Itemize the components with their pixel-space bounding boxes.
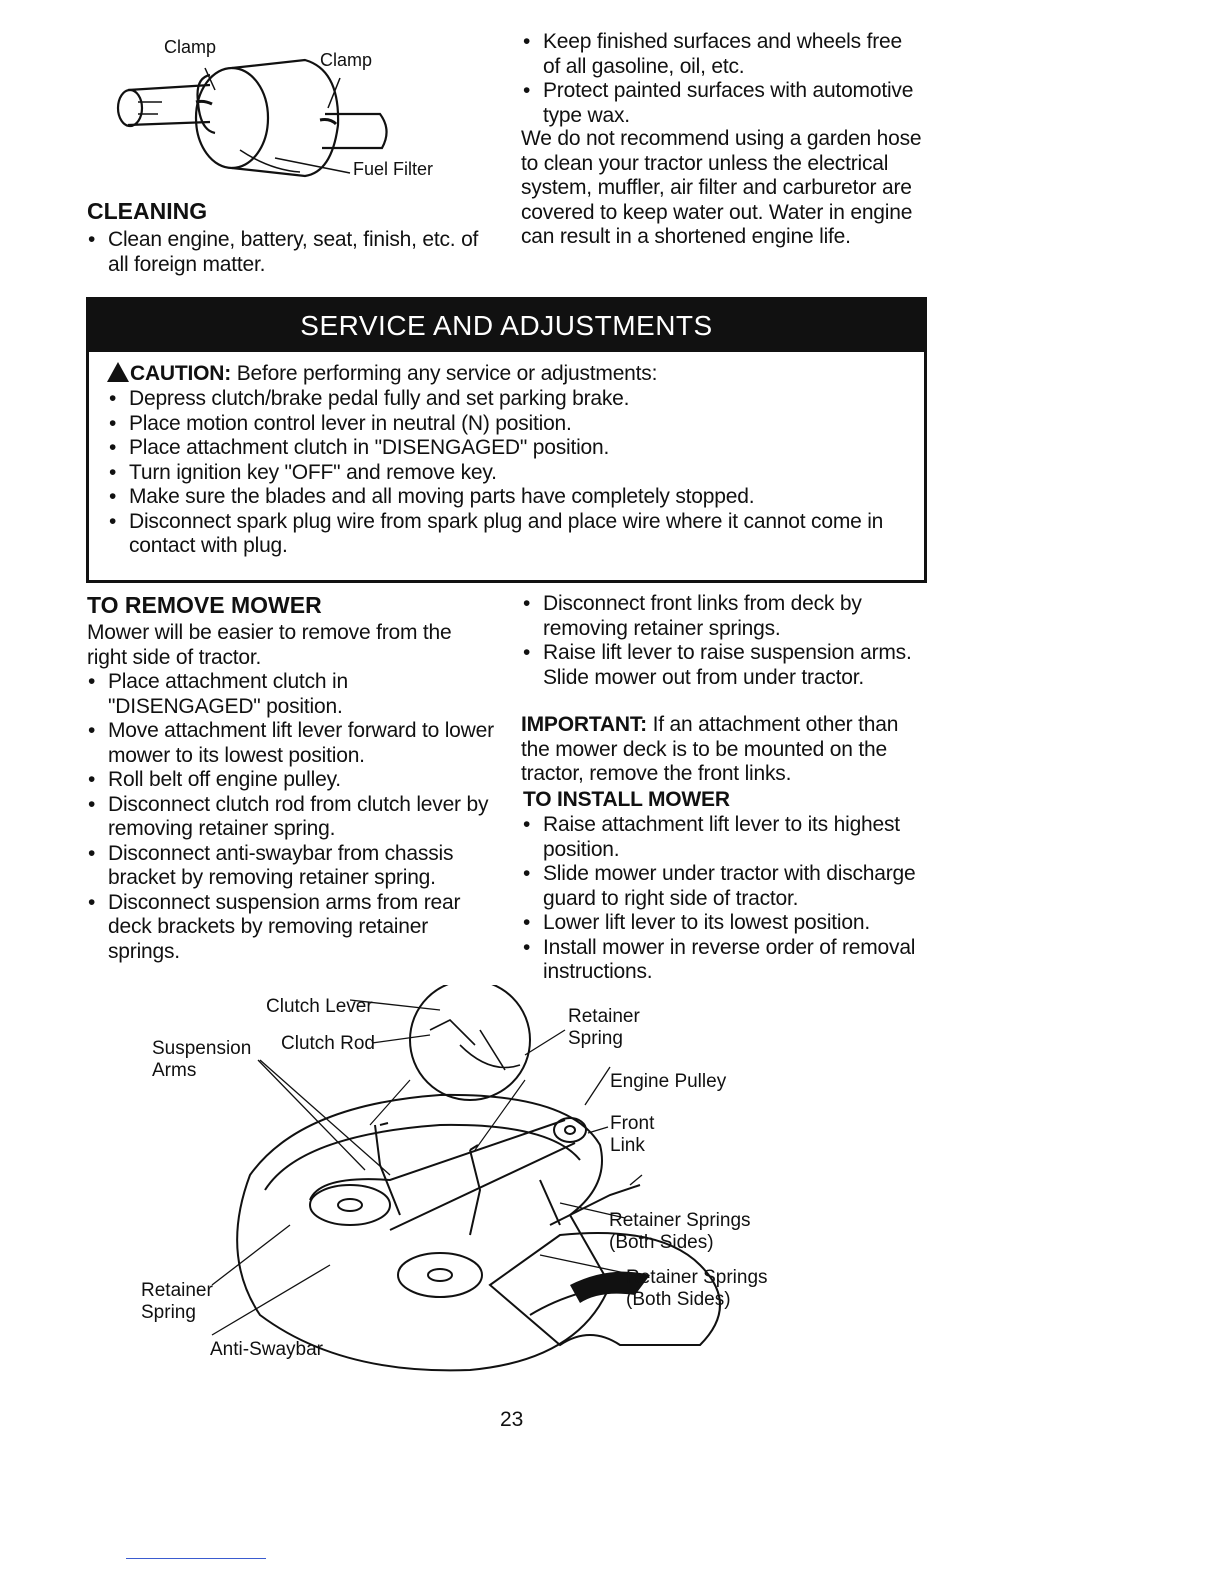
clamp-left-label: Clamp (164, 37, 217, 57)
footer-divider (126, 1558, 266, 1559)
list-item: • Place attachment clutch in "DISENGAGED" position. (86, 670, 496, 719)
remove-mower-list-cont (521, 592, 921, 690)
list-item: • Slide mower under tractor with discharge guard to right side of tractor. (521, 862, 926, 911)
list-item: • Disconnect spark plug wire from spark plug and place wire where it cannot come in contact with plug. (107, 510, 912, 559)
remove-mower-heading: TO REMOVE MOWER (87, 592, 322, 618)
retainer-springs-label-1: Retainer Springs (Both Sides) (609, 1210, 751, 1253)
cleaning-heading: CLEANING (87, 198, 208, 224)
list-item: • Move attachment lift lever forward to lower mower to its lowest position. (86, 719, 496, 768)
caution-line (107, 362, 907, 387)
list-item: • Disconnect suspension arms from rear deck brackets by removing retainer springs. (86, 891, 496, 965)
remove-mower-intro: Mower will be easier to remove from the right side of tractor. (87, 621, 452, 669)
service-banner: SERVICE AND ADJUSTMENTS (89, 300, 924, 352)
list-item: • Clean engine, battery, seat, finish, etc. of all foreign matter. (86, 228, 491, 277)
warning-icon (107, 362, 129, 382)
list-item: • Place motion control lever in neutral (N) position. (107, 412, 912, 437)
clamp-right-label: Clamp (320, 50, 373, 70)
list-item: • Raise lift lever to raise suspension arms. Slide mower out from under tractor. (521, 641, 921, 690)
list-item: • Lower lift lever to its lowest position. (521, 911, 926, 936)
service-adjustments-box (86, 297, 927, 583)
important-note (521, 713, 926, 787)
caution-text: Before performing any service or adjustments: (236, 362, 658, 385)
list-item: • Roll belt off engine pulley. (86, 768, 496, 793)
remove-mower-list (86, 670, 496, 964)
service-precautions-list (107, 387, 912, 559)
list-item: • Protect painted surfaces with automotive type wax. (521, 79, 921, 128)
list-item: • Disconnect front links from deck by removing retainer springs. (521, 592, 921, 641)
engine-pulley-label: Engine Pulley (610, 1071, 727, 1092)
list-item: • Depress clutch/brake pedal fully and set parking brake. (107, 387, 912, 412)
install-mower-heading: TO INSTALL MOWER (523, 788, 730, 811)
cleaning-right-list (521, 30, 921, 128)
list-item: • Place attachment clutch in "DISENGAGED" position. (107, 436, 912, 461)
install-mower-list (521, 813, 926, 985)
retainer-springs-label-2: Retainer Springs (Both Sides) (626, 1267, 768, 1310)
important-text: If an attachment other than the mower deck is to be mounted on the tractor, remove the front links. (521, 713, 899, 785)
front-link-label: Front Link (610, 1113, 655, 1156)
retainer-spring-left-label: Retainer Spring (141, 1280, 213, 1323)
fuel-filter-label: Fuel Filter (353, 159, 434, 179)
list-item: • Install mower in reverse order of removal instructions. (521, 936, 926, 985)
retainer-spring-top-label: Retainer Spring (568, 1006, 640, 1049)
caution-label: CAUTION: (130, 362, 232, 385)
list-item: • Disconnect anti-swaybar from chassis bracket by removing retainer spring. (86, 842, 496, 891)
suspension-arms-label: Suspension Arms (152, 1038, 252, 1081)
list-item: • Disconnect clutch rod from clutch lever by removing retainer spring. (86, 793, 496, 842)
list-item: • Raise attachment lift lever to its highest position. (521, 813, 926, 862)
clutch-lever-label: Clutch Lever (266, 996, 373, 1017)
list-item: • Make sure the blades and all moving parts have completely stopped. (107, 485, 912, 510)
hose-warning-paragraph: We do not recommend using a garden hose to clean your tractor unless the electrical system, muffler, air filter and carburetor are covered to keep water out. Water in engine can result in a shortened engine life. (521, 127, 922, 248)
important-label: IMPORTANT: (521, 713, 647, 736)
page-number: 23 (500, 1408, 524, 1431)
cleaning-list (86, 228, 491, 277)
anti-swaybar-label: Anti-Swaybar (210, 1339, 323, 1360)
list-item: • Keep finished surfaces and wheels free of all gasoline, oil, etc. (521, 30, 921, 79)
clutch-rod-label: Clutch Rod (281, 1033, 375, 1054)
list-item: • Turn ignition key "OFF" and remove key. (107, 461, 912, 486)
